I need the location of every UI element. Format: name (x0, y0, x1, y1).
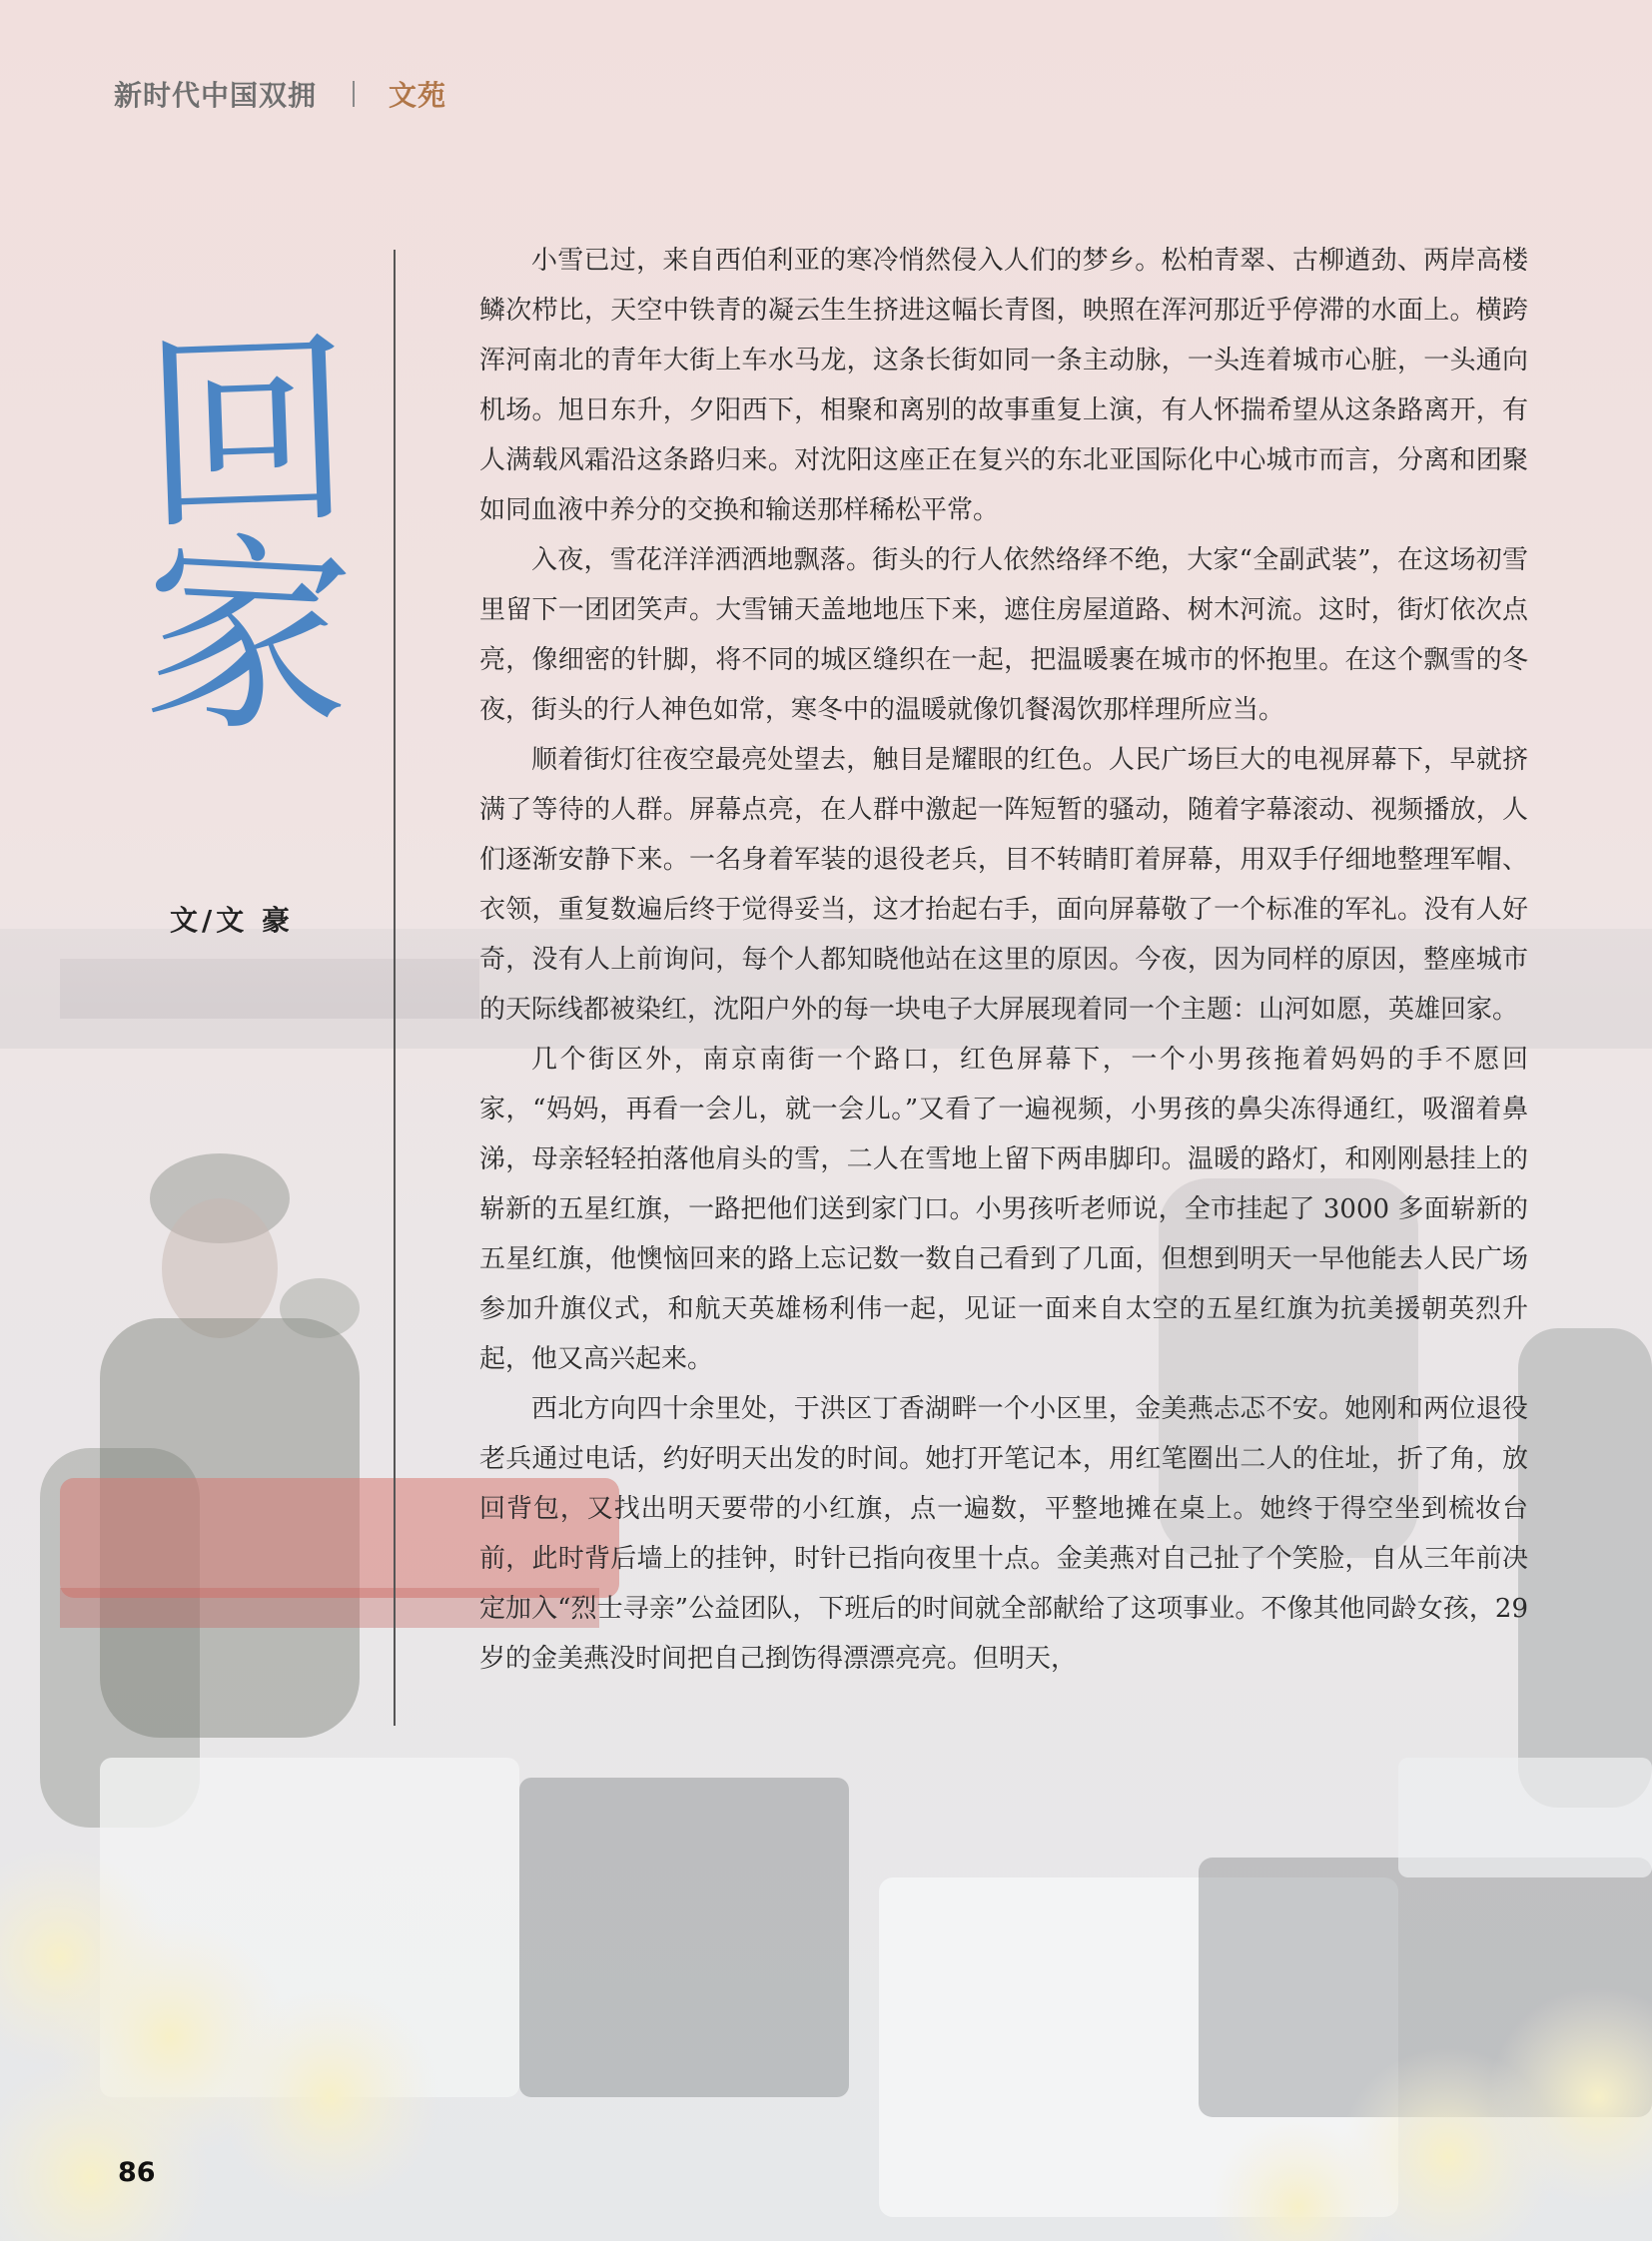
paragraph: 西北方向四十余里处，于洪区丁香湖畔一个小区里，金美燕忐忑不安。她刚和两位退役老兵通过电话，约好明天出发的时间。她打开笔记本，用红笔圈出二人的住址，折了角，放回背包，又找出明天要带的小红旗，点一遍数，平整地摊在桌上。她终于得空坐到梳妆台前，此时背后墙上的挂钟，时针已指向夜里十点。金美燕对自己扯了个笑脸，自从三年前决定加入“烈士寻亲”公益团队，下班后的时间就全部献给了这项事业。不像其他同龄女孩，29 岁的金美燕没时间把自己捯饬得漂漂亮亮。但明天， (479, 1394, 1528, 1674)
header-divider (353, 81, 355, 107)
title-char-1: 回 (138, 308, 358, 560)
paragraph: 顺着街灯往夜空最亮处望去，触目是耀眼的红色。人民广场巨大的电视屏幕下，早就挤满了等待的人群。屏幕点亮，在人群中激起一阵短暂的骚动，随着字幕滚动、视频播放，人们逐渐安静下来。一名身着军装的退役老兵，目不转睛盯着屏幕，用双手仔细地整理军帽、衣领，重复数遍后终于觉得妥当，这才抬起右手，面向屏幕敬了一个标准的军礼。没有人好奇，没有人上前询问，每个人都知晓他站在这里的原因。今夜，因为同样的原因，整座城市的天际线都被染红，沈阳户外的每一块电子大屏展现着同一个主题：山河如愿，英雄回家。 (479, 745, 1528, 1025)
header-section-name: 新时代中国双拥 (114, 79, 318, 112)
article-title (118, 308, 378, 766)
article-body (479, 236, 1528, 1684)
title-divider-line (394, 250, 396, 1726)
header-column-name: 文苑 (389, 79, 447, 112)
paragraph: 小雪已过，来自西伯利亚的寒冷悄然侵入人们的梦乡。松柏青翠、古柳遒劲、两岸高楼鳞次栉比，天空中铁青的凝云生生挤进这幅长青图，映照在浑河那近乎停滞的水面上。横跨浑河南北的青年大街上车水马龙，这条长街如同一条主动脉，一头连着城市心脏，一头通向机场。旭日东升，夕阳西下，相聚和离别的故事重复上演，有人怀揣希望从这条路离开，有人满载风霜沿这条路归来。对沈阳这座正在复兴的东北亚国际化中心城市而言，分离和团聚如同血液中养分的交换和输送那样稀松平常。 (479, 246, 1528, 525)
author-byline: 文/文 豪 (170, 904, 294, 937)
page-number: 86 (118, 2157, 156, 2188)
paragraph: 几个街区外，南京南街一个路口，红色屏幕下，一个小男孩拖着妈妈的手不愿回家，“妈妈，再看一会儿，就一会儿。”又看了一遍视频，小男孩的鼻尖冻得通红，吸溜着鼻涕，母亲轻轻拍落他肩头的雪，二人在雪地上留下两串脚印。温暖的路灯，和刚刚悬挂上的崭新的五星红旗，一路把他们送到家门口。小男孩听老师说，全市挂起了 3000 多面崭新的五星红旗，他懊恼回来的路上忘记数一数自己看到了几面，但想到明天一早他能去人民广场参加升旗仪式，和航天英雄杨利伟一起，见证一面来自太空的五星红旗为抗美援朝英烈升起，他又高兴起来。 (479, 1045, 1528, 1374)
paragraph: 入夜，雪花洋洋洒洒地飘落。街头的行人依然络绎不绝，大家“全副武装”，在这场初雪里留下一团团笑声。大雪铺天盖地地压下来，遮住房屋道路、树木河流。这时，街灯依次点亮，像细密的针脚，将不同的城区缝织在一起，把温暖裹在城市的怀抱里。在这个飘雪的冬夜，街头的行人神色如常，寒冬中的温暖就像饥餐渴饮那样理所应当。 (479, 545, 1528, 725)
title-char-2: 家 (136, 509, 360, 766)
running-header (114, 74, 446, 114)
